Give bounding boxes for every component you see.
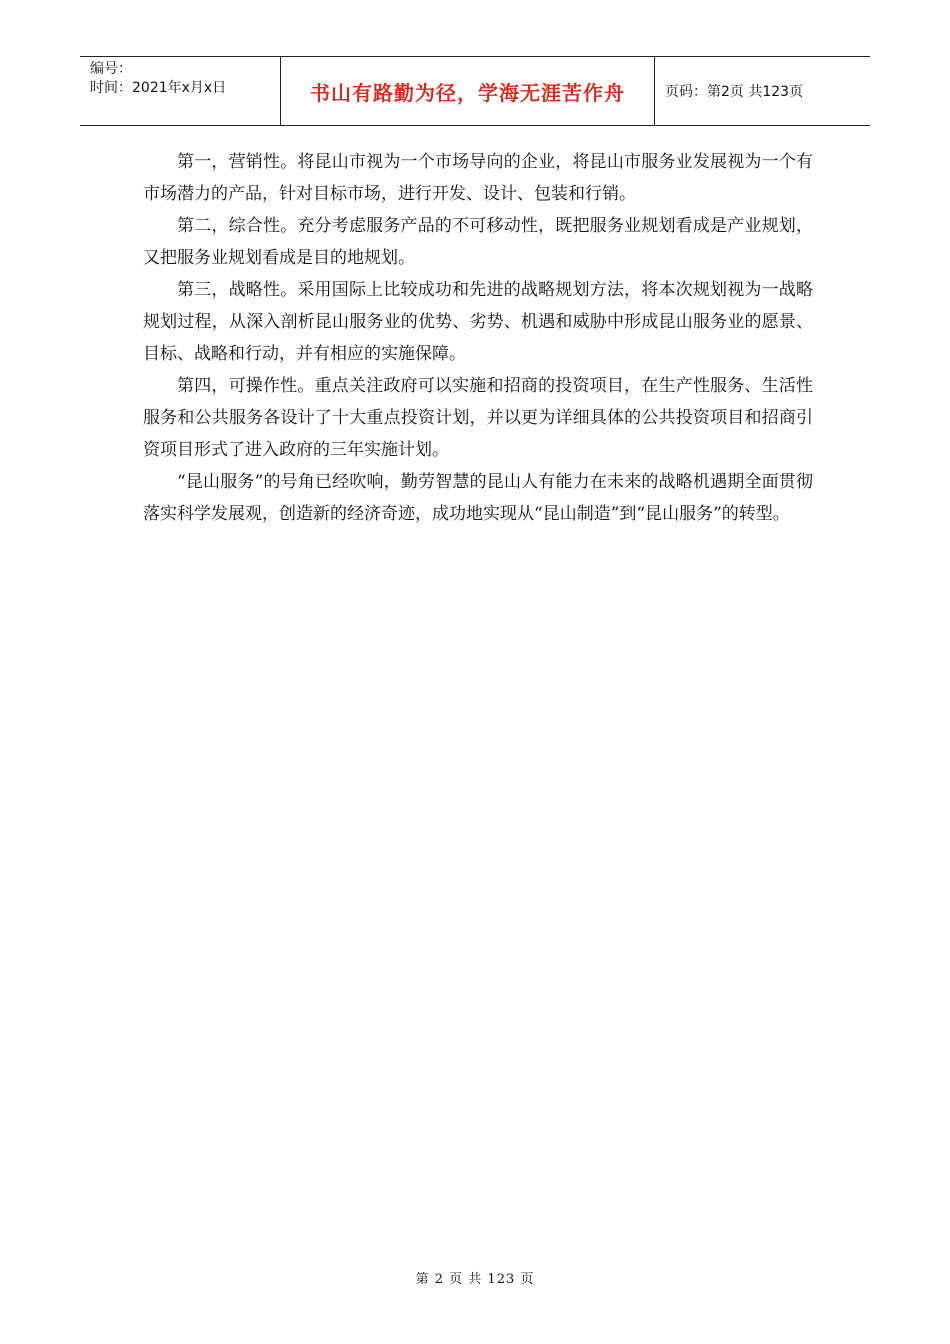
- page-header: [80, 56, 870, 126]
- header-page-info: 页码：第2页 共123页: [665, 84, 804, 100]
- page-footer: [0, 1268, 950, 1287]
- document-date: 时间：2021年x月x日: [90, 80, 227, 96]
- paragraph: 第三，战略性。采用国际上比较成功和先进的战略规划方法，将本次规划视为一战略规划过程，从深入剖析昆山服务业的优势、劣势、机遇和威胁中形成昆山服务业的愿景、目标、战略和行动，并有相应的实施保障。: [143, 280, 813, 364]
- paragraph: 第一，营销性。将昆山市视为一个市场导向的企业，将昆山市服务业发展视为一个有市场潜力的产品，针对目标市场，进行开发、设计、包装和行销。: [143, 152, 813, 204]
- header-meta-cell: [80, 57, 281, 125]
- motto-text: 书山有路勤为径，学海无涯苦作舟: [310, 80, 625, 105]
- header-page-cell: [655, 57, 870, 125]
- header-motto-cell: [281, 57, 655, 125]
- document-number-label: 编号：: [90, 61, 132, 77]
- paragraph: “昆山服务”的号角已经吹响，勤劳智慧的昆山人有能力在未来的战略机遇期全面贯彻落实科学发展观，创造新的经济奇迹，成功地实现从“昆山制造”到“昆山服务”的转型。: [143, 472, 813, 524]
- footer-page-number: 第 2 页 共 123 页: [415, 1272, 535, 1287]
- document-body: [143, 146, 813, 530]
- paragraph: 第四，可操作性。重点关注政府可以实施和招商的投资项目，在生产性服务、生活性服务和公共服务各设计了十大重点投资计划，并以更为详细具体的公共投资项目和招商引资项目形式了进入政府的三年实施计划。: [143, 376, 813, 460]
- paragraph: 第二，综合性。充分考虑服务产品的不可移动性，既把服务业规划看成是产业规划，又把服务业规划看成是目的地规划。: [143, 216, 813, 268]
